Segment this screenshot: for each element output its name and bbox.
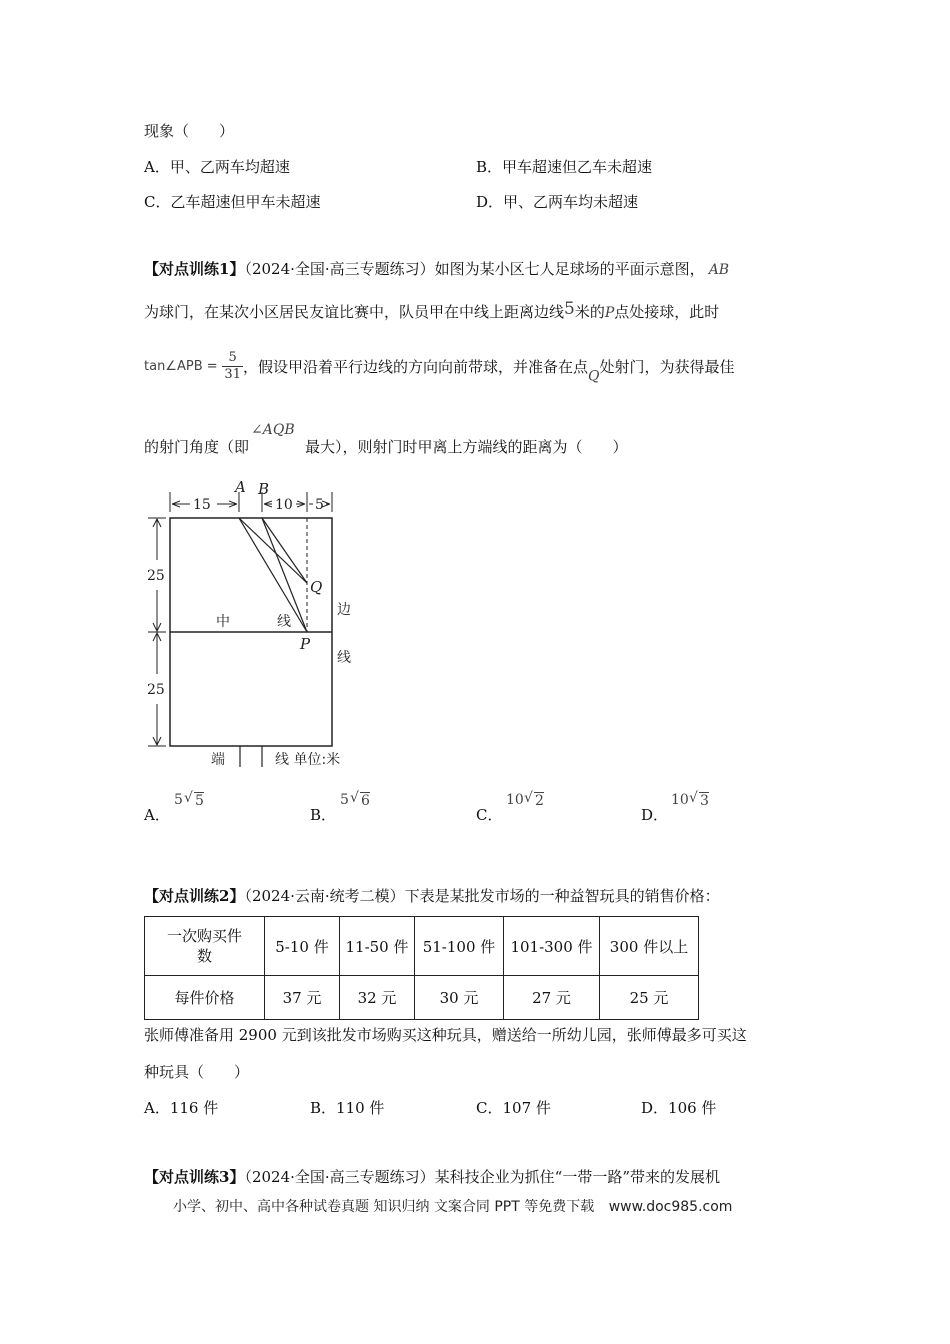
q1-text-2a: 为球门，在某次小区居民友谊比赛中，队员甲在中线上距离边线 [144, 303, 565, 321]
table-header-cell [145, 917, 265, 976]
midline-label-zhong: 中 [216, 614, 230, 630]
q2-stem [144, 885, 720, 906]
q1-source: （2024·全国·高三专题练习） [244, 260, 435, 278]
option-label: B． [476, 158, 503, 176]
table-header-cell: 每件价格 [145, 976, 265, 1020]
price-table [144, 916, 699, 1020]
table-cell: 32 元 [340, 976, 415, 1020]
q1-p: P [604, 305, 615, 321]
footer-url[interactable]: www.doc985.com [608, 1199, 733, 1215]
q1-text-3b: 处射门，为获得最佳 [599, 358, 735, 376]
prev-question-stem-tail: 现象（ ） [144, 122, 235, 140]
option-label: D． [476, 193, 504, 211]
sqrt-icon: √ [184, 790, 193, 806]
sqrt-icon: √ [689, 790, 698, 806]
option-label: A． [144, 806, 170, 824]
option-label: B． [310, 1099, 337, 1117]
dim-15-label: 15 [193, 497, 211, 513]
dim-25-top-label: 25 [147, 568, 165, 584]
dim-10-label: 10 [275, 497, 293, 513]
option-text: 110 件 [336, 1099, 385, 1117]
q2-option-b [310, 1097, 384, 1118]
fraction-denominator: 31 [224, 367, 241, 382]
footer-text: 小学、初中、高中各种试卷真题 知识归纳 文案合同 PPT 等免费下载 [173, 1199, 595, 1215]
q3-source: （2024·全国·高三专题练习） [244, 1168, 435, 1186]
table-cell: 27 元 [504, 976, 600, 1020]
option-label: C． [476, 806, 503, 824]
q2-source: （2024·云南·统考二模） [244, 887, 405, 905]
option-coefficient: 10 [671, 792, 689, 808]
option-text: 甲、乙两车均超速 [169, 158, 290, 176]
option-label: A． [144, 158, 170, 176]
option-text: 甲车超速但乙车未超速 [502, 158, 653, 176]
option-label: A． [144, 1099, 170, 1117]
table-cell: 25 元 [600, 976, 699, 1020]
q2-option-a [144, 1097, 218, 1118]
option-label: C． [144, 193, 171, 211]
table-cell: 37 元 [265, 976, 340, 1020]
q1-aqb: ∠AQB [251, 422, 295, 438]
option-text: 116 件 [169, 1099, 219, 1117]
q1-q: Q [587, 368, 600, 385]
q3-tag: 【对点训练3】 [144, 1168, 245, 1186]
q3-text: 某科技企业为抓住“一带一路”带来的发展机 [434, 1168, 721, 1186]
q2-tag: 【对点训练2】 [144, 887, 245, 905]
option-coefficient: 5 [174, 792, 183, 808]
option-radicand: 6 [361, 793, 370, 809]
q1-tag: 【对点训练1】 [144, 260, 245, 278]
sideline-label-bian: 边 [337, 602, 351, 618]
q1-text-2b: 米的 [574, 303, 605, 321]
q1-text-4a: 的射门角度（即 [144, 438, 250, 456]
q2-text: 下表是某批发市场的一种益智玩具的销售价格： [404, 887, 720, 905]
fraction-numerator: 5 [222, 350, 243, 367]
table-cell: 101-300 件 [504, 917, 600, 976]
q2-option-c [476, 1097, 551, 1118]
option-label: C． [476, 1099, 503, 1117]
point-a-label: A [235, 478, 246, 496]
table-cell: 30 元 [415, 976, 504, 1020]
q3-stem [144, 1166, 720, 1187]
option-text: 107 件 [502, 1099, 551, 1117]
point-p-label: P [300, 635, 311, 653]
option-text: 乙车超速但甲车未超速 [170, 193, 321, 211]
midline-label-xian: 线 [277, 614, 291, 630]
q1-text-3a: ，假设甲沿着平行边线的方向向前带球，并准备在点 [242, 358, 588, 376]
sqrt-icon: √ [524, 790, 533, 806]
table-row [145, 917, 699, 976]
endline-label-duan: 端 [211, 752, 225, 768]
header-line: 一次购买件 [166, 927, 242, 945]
q1-text-4b: 最大），则射门时甲离上方端线的距离为（ ） [305, 438, 628, 456]
header-line: 数 [196, 947, 212, 965]
q1-num5: 5 [564, 299, 575, 319]
line-a-q [239, 518, 307, 583]
option-text: 甲、乙两车均未超速 [503, 193, 639, 211]
option-radicand: 5 [195, 793, 204, 809]
q2-after-line1: 张师傅准备用 2900 元到该批发市场购买这种玩具，赠送给一所幼儿园，张师傅最多可买这 [144, 1026, 747, 1044]
sideline-label-xian: 线 [337, 650, 351, 666]
q2-option-d [641, 1097, 716, 1118]
table-cell: 5-10 件 [265, 917, 340, 976]
point-q-label: Q [310, 578, 323, 596]
q2-after-line2: 种玩具（ ） [144, 1063, 250, 1081]
q1-tan-lhs: tan∠APB = [144, 359, 218, 374]
dim-25-bottom-label: 25 [147, 682, 165, 698]
table-row [145, 976, 699, 1020]
option-coefficient: 10 [506, 792, 524, 808]
table-cell: 11-50 件 [340, 917, 415, 976]
sqrt-icon: √ [350, 790, 359, 806]
option-text: 106 件 [668, 1099, 717, 1117]
option-radicand: 3 [700, 793, 709, 809]
dim-5-label: 5 [315, 497, 324, 513]
line-b-q [262, 518, 307, 583]
option-radicand: 2 [535, 793, 544, 809]
point-b-label: B [258, 480, 270, 498]
table-cell: 300 件以上 [600, 917, 699, 976]
page-footer [173, 1196, 732, 1216]
line-a-p [239, 518, 307, 632]
option-label: D． [641, 806, 669, 824]
q1-text-2c: 点处接球，此时 [614, 303, 720, 321]
option-label: B． [310, 806, 337, 824]
option-label: D． [641, 1099, 669, 1117]
table-cell: 51-100 件 [415, 917, 504, 976]
q1-ab: AB [708, 262, 730, 278]
q1-text-1: 如图为某小区七人足球场的平面示意图， [434, 260, 705, 278]
option-coefficient: 5 [340, 792, 349, 808]
endline-unit-label: 线 单位:米 [275, 752, 341, 768]
